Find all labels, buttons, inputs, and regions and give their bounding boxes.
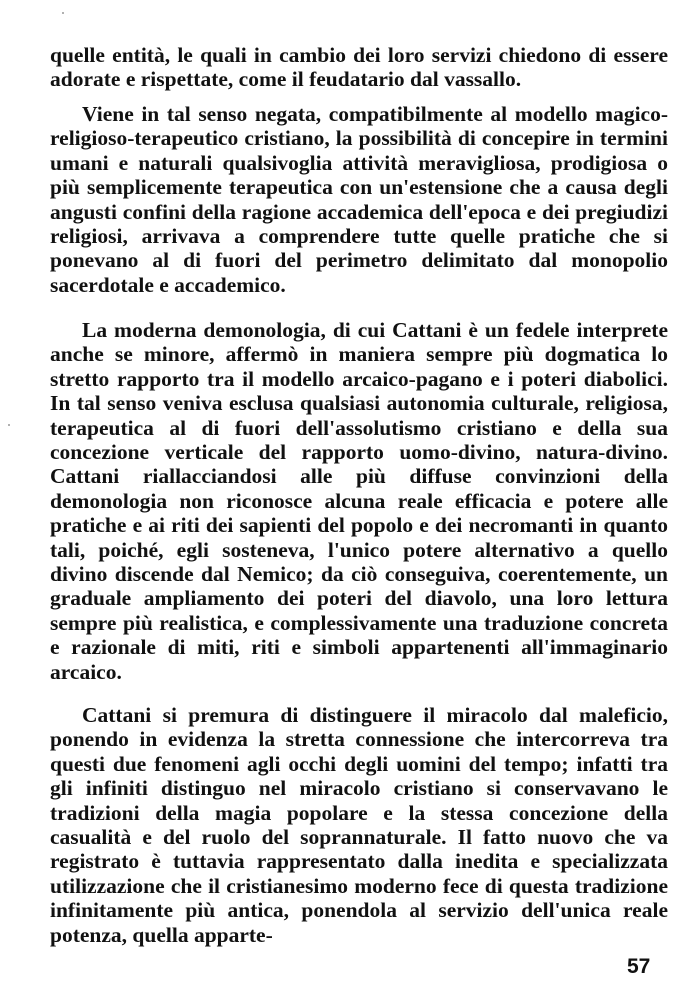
paragraph-4: Cattani si premura di distinguere il miracolo dal maleficio, ponendo in evidenza la stretta connessione che intercorreva tra questi due fenomeni agli occhi degli uomini del tempo; infatti tra gli infiniti distinguo nel miracolo cristiano si conservavano le tradizioni della magia popolare e la stessa concezione della casualità e del ruolo del soprannaturale. Il fatto nuovo che va registrato è tuttavia rappresentato dalla inedita e specializzata utilizzazione che il cristianesimo moderno fece di questa tradizione infinitamente più antica, ponendola al servizio dell'unica reale potenza, quella apparte- <box>50 703 668 947</box>
paragraph-1: quelle entità, le quali in cambio dei loro servizi chiedono di essere adorate e rispettate, come il feudatario dal vassallo. <box>50 43 668 92</box>
scan-speck <box>8 424 10 426</box>
paragraph-1-block <box>50 43 668 92</box>
page-number: 57 <box>627 955 651 978</box>
paragraph-3: La moderna demonologia, di cui Cattani è un fedele interprete anche se minore, affermò in maniera sempre più dogmatica lo stretto rapporto tra il modello arcaico-pagano e i poteri diabolici. In tal senso veniva esclusa qualsiasi autonomia culturale, religiosa, terapeutica al di fuori dell'assolutismo cristiano e della sua concezione verticale del rapporto uomo-divino, natura-divino. Cattani riallacciandosi alle più diffuse convinzioni della demonologia non riconosce alcuna reale efficacia e potere alle pratiche e ai riti dei sapienti del popolo e dei necromanti in quanto tali, poiché, egli sosteneva, l'unico potere alternativo a quello divino discende dal Nemico; da ciò conseguiva, coerentemente, un graduale ampliamento dei poteri del diavolo, una loro lettura sempre più realistica, e complessivamente una traduzione concreta e razionale di miti, riti e simboli appartenenti all'immaginario arcaico. <box>50 318 668 684</box>
paragraph-2-block <box>50 102 668 297</box>
scan-speck <box>62 12 64 14</box>
paragraph-2: Viene in tal senso negata, compatibilmente al modello magico-religioso-terapeutico cristiano, la possibilità di concepire in termini umani e naturali qualsivoglia attività meravigliosa, prodigiosa o più semplicemente terapeutica con un'estensione che a causa degli angusti confini della ragione accademica dell'epoca e dei pregiudizi religiosi, arrivava a comprendere tutte quelle pratiche che si ponevano al di fuori del perimetro delimitato dal monopolio sacerdotale e accademico. <box>50 102 668 297</box>
paragraph-3-block <box>50 318 668 685</box>
paragraph-4-block <box>50 703 668 953</box>
